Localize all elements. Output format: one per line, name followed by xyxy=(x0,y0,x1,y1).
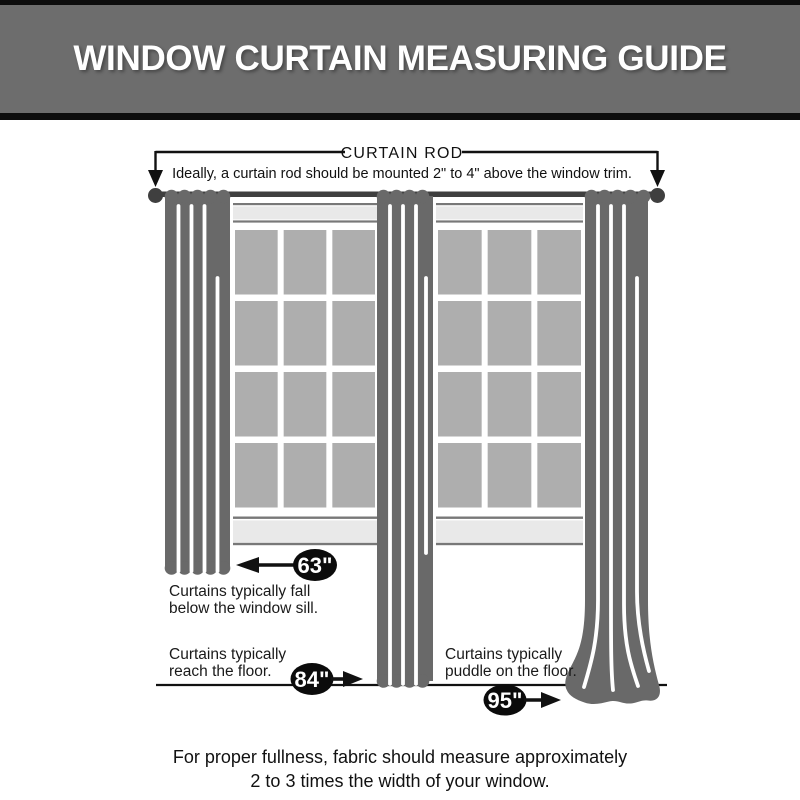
window-sill-line xyxy=(436,543,583,545)
header-banner xyxy=(0,0,800,120)
left-arrow-icon xyxy=(236,557,259,573)
curtain-pleat-bump xyxy=(377,190,391,204)
curtain-pleat-bump xyxy=(191,190,205,204)
curtain-pleat-bump xyxy=(611,190,625,204)
caption-puddle-line2: puddle on the floor. xyxy=(445,663,577,680)
window-pane xyxy=(488,301,532,366)
window-pane xyxy=(332,230,375,295)
caption-floor-line1: Curtains typically xyxy=(169,646,287,663)
rod-finial-right xyxy=(650,188,665,203)
window-pane xyxy=(284,230,327,295)
caption-sill-line1: Curtains typically fall xyxy=(169,583,311,600)
curtain-diagram xyxy=(0,120,800,800)
window-pane xyxy=(284,443,327,508)
window-sill-line xyxy=(436,517,583,519)
curtain-pleat-bump xyxy=(217,190,231,204)
window-pane xyxy=(235,301,278,366)
window-pane xyxy=(488,230,532,295)
curtain-pleat-bump xyxy=(204,190,218,204)
window-trim-band xyxy=(436,206,583,219)
down-arrow-icon xyxy=(650,170,665,187)
measurement-value-puddle: 95" xyxy=(487,688,523,713)
window-pane xyxy=(438,301,482,366)
curtain-panel-middle xyxy=(377,190,433,688)
window-section xyxy=(436,203,583,545)
window-pane xyxy=(332,301,375,366)
curtain-right-pleat-tops xyxy=(585,190,651,204)
caption-sill-line2: below the window sill. xyxy=(169,600,319,617)
rod-callout-note: Ideally, a curtain rod should be mounted 2" to 4" above the window trim. xyxy=(172,166,632,182)
window-pane xyxy=(438,443,482,508)
window-pane xyxy=(537,230,581,295)
window-trim-line xyxy=(436,220,583,222)
curtain-pleat-bump xyxy=(165,561,179,575)
curtain-pleat-bump xyxy=(585,190,599,204)
window-pane xyxy=(235,230,278,295)
curtain-pleat-bump xyxy=(403,190,417,204)
window-pane xyxy=(284,372,327,437)
caption-floor-line2: reach the floor. xyxy=(169,663,272,680)
curtain-pleat-bump xyxy=(598,190,612,204)
curtain-fold-line xyxy=(611,206,613,690)
window-pane xyxy=(332,372,375,437)
window-trim-band xyxy=(233,206,377,219)
window-sill-line xyxy=(233,543,377,545)
window-pane xyxy=(438,230,482,295)
measurement-value-floor: 84" xyxy=(294,667,330,692)
curtain-panel-left xyxy=(165,190,231,575)
down-arrow-icon xyxy=(148,170,163,187)
measurement-badge-floor xyxy=(291,663,364,695)
window-pane xyxy=(235,443,278,508)
rod-callout-bracket xyxy=(148,145,665,187)
window-sill-band xyxy=(233,520,377,542)
rod-callout-label: CURTAIN ROD xyxy=(340,145,464,162)
window-pane xyxy=(488,372,532,437)
curtain-body xyxy=(165,196,230,568)
footer-note-line2: 2 to 3 times the width of your window. xyxy=(250,771,550,791)
window-pane xyxy=(438,372,482,437)
window-trim-line xyxy=(233,220,377,222)
curtain-pleat-bump xyxy=(390,190,404,204)
curtain-pleat-bump xyxy=(178,190,192,204)
window-pane xyxy=(284,301,327,366)
window-pane xyxy=(537,372,581,437)
curtain-pleat-bump xyxy=(416,190,430,204)
footer-note-line1: For proper fullness, fabric should measure approximately xyxy=(172,747,628,767)
window-trim-line xyxy=(233,203,377,205)
window-pane xyxy=(488,443,532,508)
window-pane xyxy=(537,301,581,366)
curtain-pleat-bump xyxy=(637,190,651,204)
window-trim-line xyxy=(436,203,583,205)
measurement-badge-puddle xyxy=(484,685,562,716)
curtain-pleat-bump xyxy=(165,190,179,204)
window-sill-band xyxy=(436,520,583,542)
window-pane xyxy=(332,443,375,508)
page-title: WINDOW CURTAIN MEASURING GUIDE xyxy=(73,39,727,78)
right-arrow-icon xyxy=(541,692,561,708)
measurement-value-sill: 63" xyxy=(297,553,333,578)
caption-puddle-line1: Curtains typically xyxy=(445,646,563,663)
window-sill-line xyxy=(233,517,377,519)
window-pane xyxy=(537,443,581,508)
rod-finial-left xyxy=(148,188,163,203)
window-pane xyxy=(235,372,278,437)
window-section xyxy=(233,203,377,545)
curtain-pleat-bump xyxy=(624,190,638,204)
measurement-badge-sill xyxy=(236,549,337,581)
